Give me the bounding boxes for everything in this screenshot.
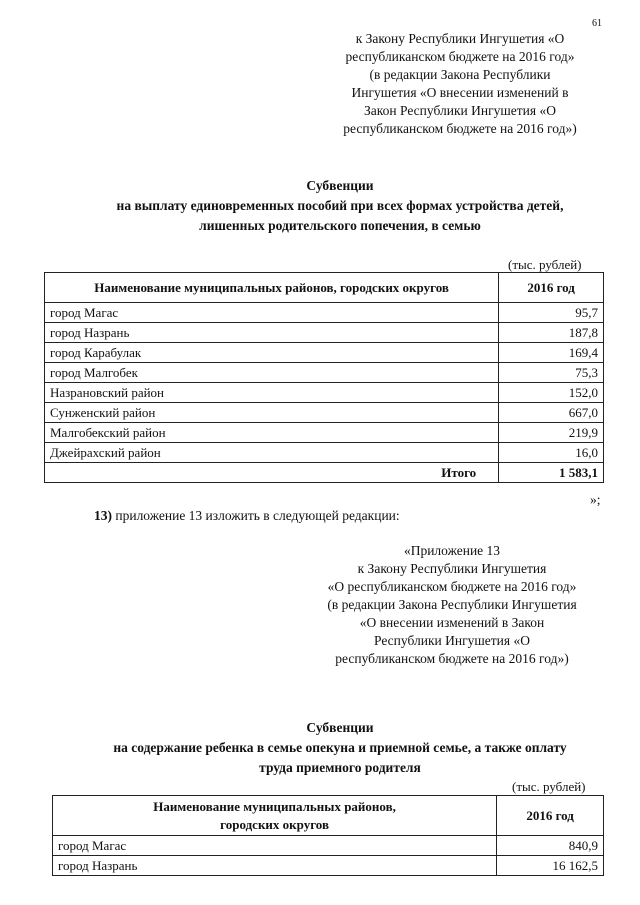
ref-line: «Приложение 13 <box>403 543 501 558</box>
unit-label: (тыс. рублей) <box>512 779 586 794</box>
district-value: 16 162,5 <box>497 856 604 876</box>
district-name: Джейрахский район <box>45 443 499 463</box>
title-line: на выплату единовременных пособий при всех формах устройства детей, <box>116 198 564 213</box>
closing-quote: »; <box>590 492 601 507</box>
table-row <box>45 403 604 423</box>
title-line: на содержание ребенка в семье опекуна и приемной семье, а также оплату <box>113 740 567 755</box>
district-name: город Назрань <box>45 323 499 343</box>
table-header-row <box>53 796 604 836</box>
table-row <box>53 856 604 876</box>
ref-line: Закон Республики Ингушетия «О <box>364 103 556 118</box>
ref-line: «О внесении изменений в Закон <box>359 615 545 630</box>
ref-line: республиканском бюджете на 2016 год») <box>343 121 577 136</box>
ref-line: (в редакции Закона Республики <box>369 67 551 82</box>
ref-line: «О республиканском бюджете на 2016 год» <box>327 579 577 594</box>
table-row <box>45 323 604 343</box>
ref-line: (в редакции Закона Республики Ингушетия <box>327 597 577 612</box>
ref-line: республиканском бюджете на 2016 год» <box>345 49 575 64</box>
district-name: город Карабулак <box>45 343 499 363</box>
table-row <box>45 343 604 363</box>
title-line: Субвенции <box>306 178 374 193</box>
district-value: 187,8 <box>499 323 604 343</box>
table-row <box>45 383 604 403</box>
title-line: труда приемного родителя <box>259 760 421 775</box>
table-row <box>45 443 604 463</box>
law-reference-header <box>300 30 620 138</box>
ref-line: Ингушетия «О внесении изменений в <box>351 85 569 100</box>
col-name-header: Наименование муниципальных районов, городских округов <box>45 273 499 303</box>
total-value: 1 583,1 <box>499 463 604 483</box>
ref-line: Республики Ингушетия «О <box>374 633 530 648</box>
district-name: Сунженский район <box>45 403 499 423</box>
table-row <box>45 363 604 383</box>
unit-label: (тыс. рублей) <box>508 257 582 272</box>
district-value: 169,4 <box>499 343 604 363</box>
district-name: город Назрань <box>53 856 497 876</box>
amendment-item-13 <box>94 508 400 524</box>
item-number: 13) <box>94 508 112 523</box>
district-value: 219,9 <box>499 423 604 443</box>
district-name: город Магас <box>45 303 499 323</box>
district-value: 16,0 <box>499 443 604 463</box>
district-name: Назрановский район <box>45 383 499 403</box>
total-row <box>45 463 604 483</box>
ref-line: к Закону Республики Ингушетия <box>357 561 547 576</box>
subsidy-table-2 <box>52 795 604 876</box>
subsidy-table-1 <box>44 272 604 483</box>
district-value: 95,7 <box>499 303 604 323</box>
table-header-row <box>45 273 604 303</box>
col-name-line: Наименование муниципальных районов, <box>153 798 396 814</box>
col-year-header: 2016 год <box>497 796 604 836</box>
district-name: Малгобекский район <box>45 423 499 443</box>
district-name: город Малгобек <box>45 363 499 383</box>
item-text: приложение 13 изложить в следующей редакции: <box>112 508 400 523</box>
table-row <box>45 423 604 443</box>
col-year-header: 2016 год <box>499 273 604 303</box>
appendix-reference <box>302 542 602 668</box>
ref-line: к Закону Республики Ингушетия «О <box>355 31 565 46</box>
district-value: 152,0 <box>499 383 604 403</box>
table-row <box>53 836 604 856</box>
col-name-line: городских округов <box>220 816 329 832</box>
ref-line: республиканском бюджете на 2016 год») <box>335 651 569 666</box>
total-label: Итого <box>45 463 499 483</box>
title-line: лишенных родительского попечения, в семью <box>199 218 481 233</box>
section2-title <box>40 718 640 778</box>
title-line: Субвенции <box>306 720 374 735</box>
district-name: город Магас <box>53 836 497 856</box>
district-value: 840,9 <box>497 836 604 856</box>
district-value: 75,3 <box>499 363 604 383</box>
district-value: 667,0 <box>499 403 604 423</box>
section1-title <box>40 176 640 236</box>
table-row <box>45 303 604 323</box>
col-name-header <box>53 796 497 836</box>
page-number: 61 <box>592 18 602 29</box>
